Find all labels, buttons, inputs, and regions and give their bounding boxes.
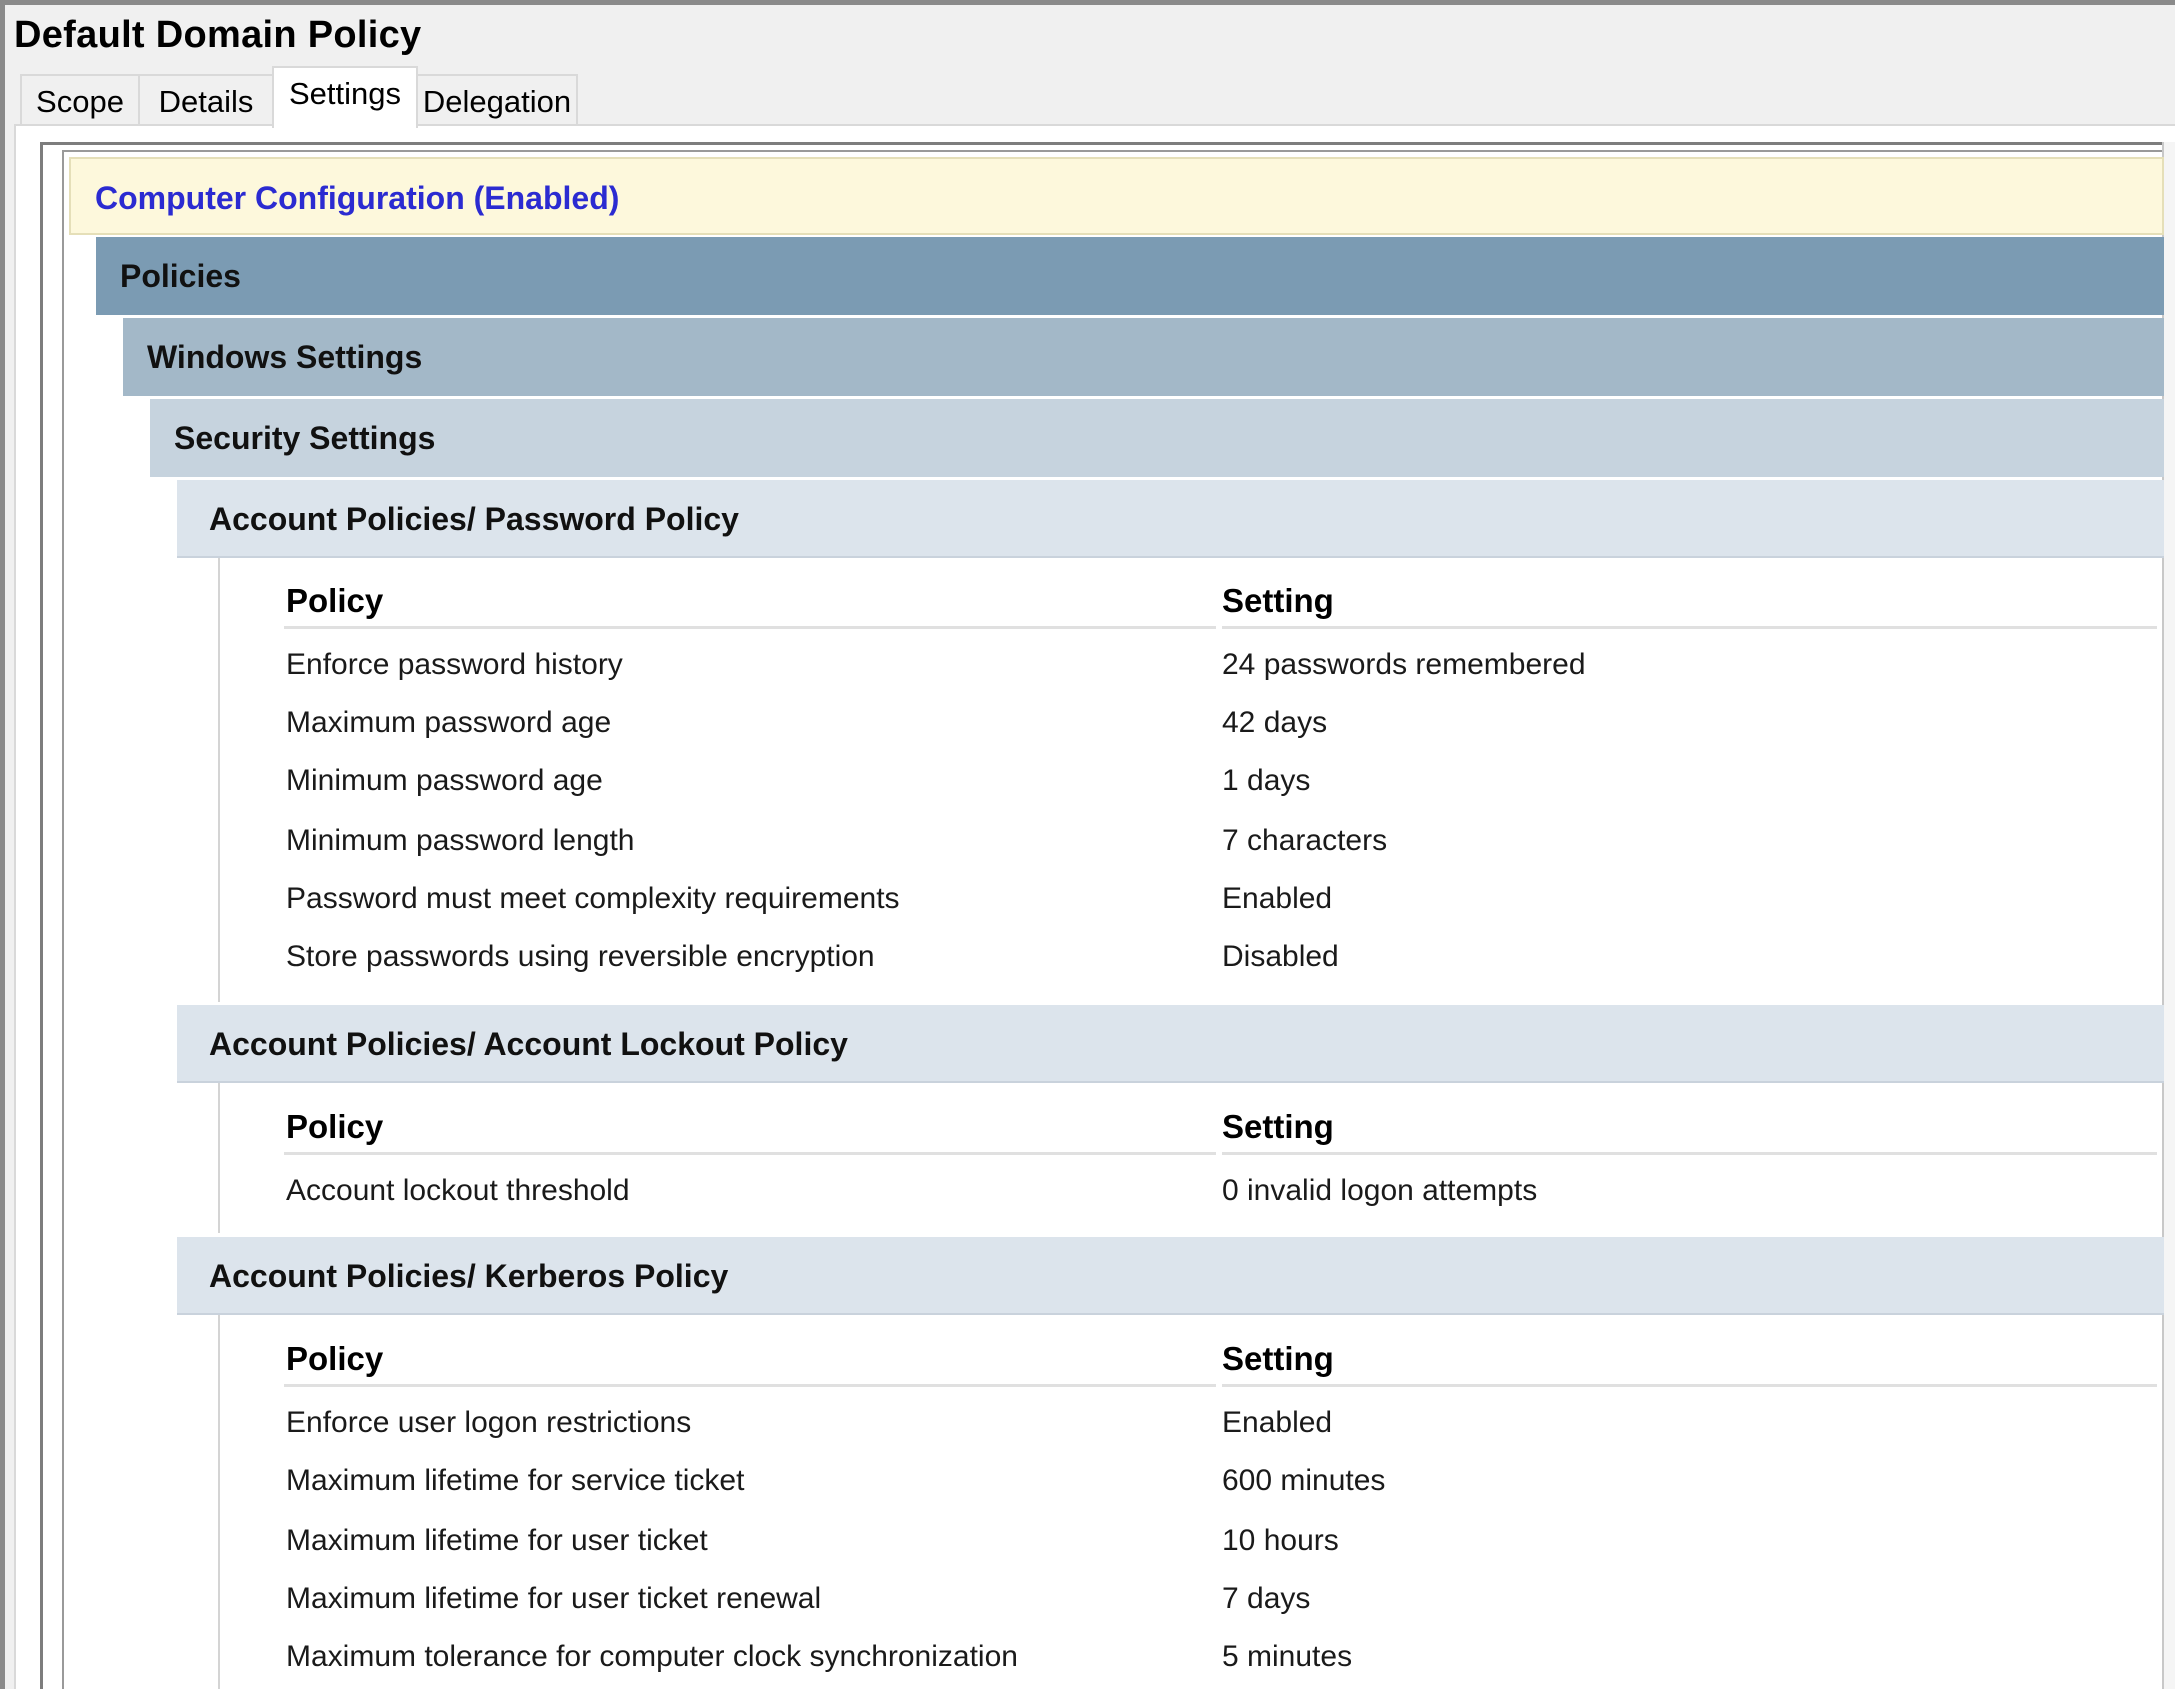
policy-setting: 10 hours [1222, 1524, 1339, 1557]
policy-name: Maximum lifetime for service ticket [286, 1464, 745, 1497]
computer-configuration-header[interactable]: Computer Configuration (Enabled) [69, 157, 2164, 235]
policy-name: Minimum password age [286, 764, 603, 797]
policy-name: Maximum tolerance for computer clock synchronization [286, 1640, 1018, 1673]
policy-setting: Enabled [1222, 882, 1333, 915]
policy-name: Enforce password history [286, 648, 623, 681]
password-policy-col-setting: Setting [1222, 582, 1334, 619]
kerberos-policy-col-policy: Policy [286, 1340, 384, 1377]
account-lockout-policy-header[interactable]: Account Policies/ Account Lockout Policy [177, 1005, 2164, 1083]
policy-setting: 7 characters [1222, 824, 1388, 857]
policy-name: Maximum lifetime for user ticket [286, 1524, 708, 1557]
policy-setting: 24 passwords remembered [1222, 648, 1586, 681]
lockout-policy-col-setting: Setting [1222, 1108, 1334, 1145]
windows-settings-header[interactable]: Windows Settings [123, 318, 2164, 396]
page-title: Default Domain Policy [14, 14, 422, 56]
column-divider [284, 626, 1216, 629]
policy-setting: 5 minutes [1222, 1640, 1353, 1673]
column-divider [284, 1384, 1216, 1387]
policy-name: Enforce user logon restrictions [286, 1406, 692, 1439]
tab-delegation[interactable]: Delegation [416, 74, 578, 126]
lockout-policy-col-policy: Policy [286, 1108, 384, 1145]
password-policy-indent-line [218, 558, 220, 1002]
password-policy-header[interactable]: Account Policies/ Password Policy [177, 480, 2164, 558]
policy-setting: Enabled [1222, 1406, 1333, 1439]
security-settings-header[interactable]: Security Settings [150, 399, 2164, 477]
tab-details[interactable]: Details [138, 74, 274, 126]
column-divider [1222, 626, 2157, 629]
policy-setting: 7 days [1222, 1582, 1311, 1615]
policy-name: Minimum password length [286, 824, 635, 857]
policy-setting: Disabled [1222, 940, 1339, 973]
password-policy-col-policy: Policy [286, 582, 384, 619]
column-divider [284, 1152, 1216, 1155]
policy-name: Password must meet complexity requirements [286, 882, 900, 915]
policies-header[interactable]: Policies [96, 237, 2164, 315]
tab-scope[interactable]: Scope [20, 74, 140, 126]
kerberos-policy-col-setting: Setting [1222, 1340, 1334, 1377]
window-top-border [0, 0, 2175, 5]
column-divider [1222, 1152, 2157, 1155]
policy-setting: 600 minutes [1222, 1464, 1386, 1497]
policy-name: Store passwords using reversible encryption [286, 940, 875, 973]
window-left-border [0, 0, 5, 1689]
policy-setting: 1 days [1222, 764, 1311, 797]
policy-name: Maximum lifetime for user ticket renewal [286, 1582, 822, 1615]
policy-name: Account lockout threshold [286, 1174, 630, 1207]
kerberos-policy-indent-line [218, 1315, 220, 1689]
kerberos-policy-header[interactable]: Account Policies/ Kerberos Policy [177, 1237, 2164, 1315]
lockout-policy-indent-line [218, 1083, 220, 1233]
policy-name: Maximum password age [286, 706, 612, 739]
tab-settings[interactable]: Settings [272, 66, 418, 128]
policy-setting: 0 invalid logon attempts [1222, 1174, 1538, 1207]
policy-setting: 42 days [1222, 706, 1328, 739]
column-divider [1222, 1384, 2157, 1387]
